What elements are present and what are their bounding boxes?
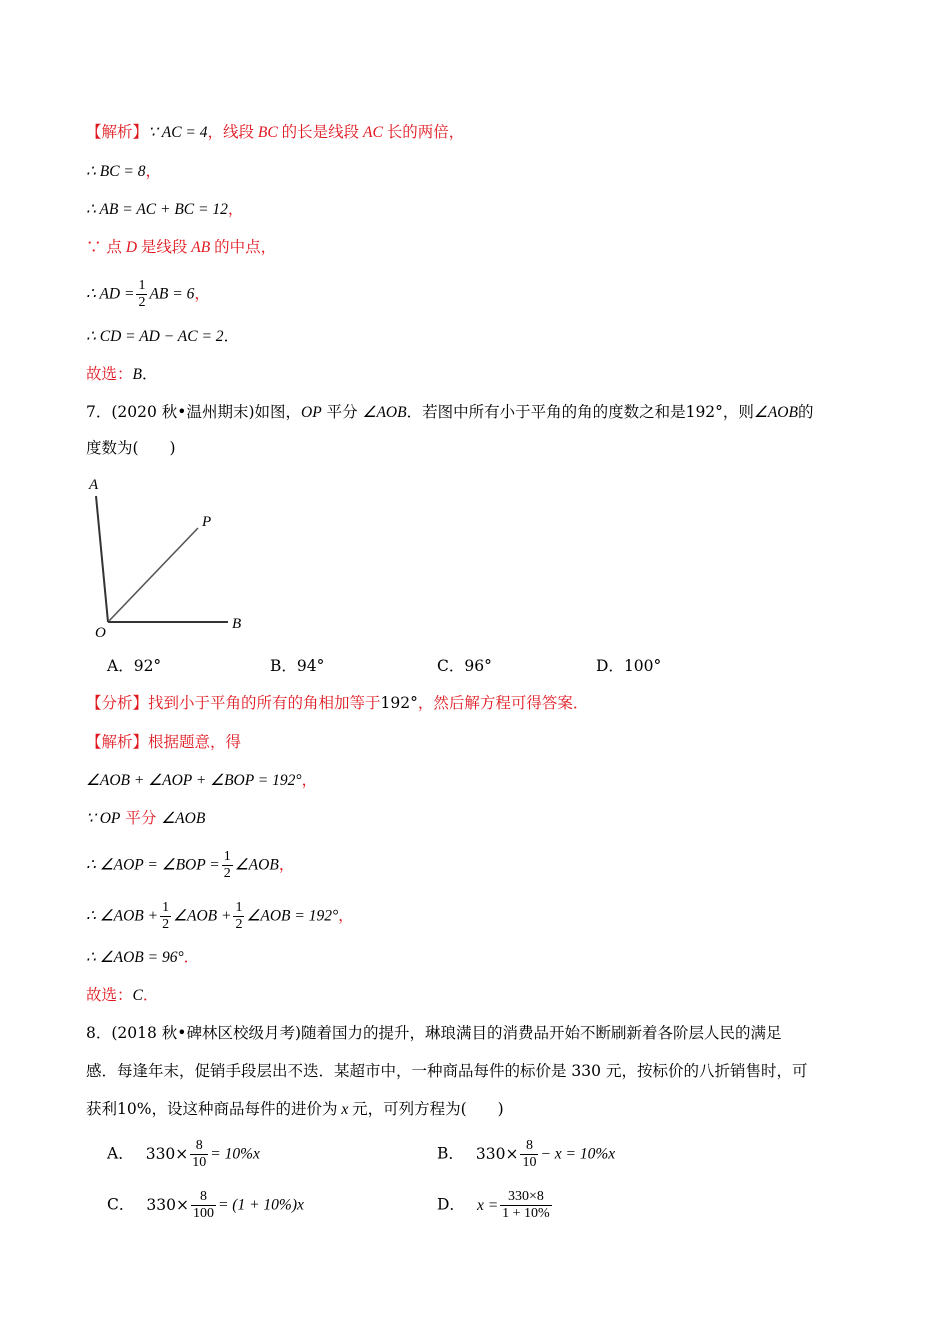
fraction-half: $\frac{1}{2}$ (138, 278, 146, 310)
q7-solution-line-3: ∴ ∠AOP = ∠BOP = $\frac{1}{2}$ ∠AOB， (86, 849, 295, 881)
q7-stem-line-2: 度数为( ) (86, 439, 176, 457)
s1-line-1: 【解析】∵ AC = 4，线段 BC 的长是线段 AC 长的两倍， (86, 123, 465, 141)
s1-line-4: ∵ 点 D 是线段 AB 的中点， (86, 238, 277, 256)
q8-stem-line-3: 获利10%，设这种商品每件的进价为 x 元，可列方程为( ) (86, 1100, 504, 1118)
q7-option-d[interactable]: D．100° (596, 657, 662, 675)
q7-solution-intro: 【解析】根据题意，得 (86, 733, 242, 751)
label-b: B (232, 616, 242, 632)
q7-option-a[interactable]: A．92° (107, 657, 162, 675)
s1-line-2: ∴ BC = 8， (86, 162, 162, 180)
ray-op (108, 528, 198, 622)
q8-option-c[interactable]: C． 330× $\frac{8}{100}$ = (1 + 10%)x (107, 1189, 304, 1221)
q7-stem-line-1: 7．(2020 秋•温州期末)如图，OP 平分 ∠AOB．若图中所有小于平角的角的度数之和是192°，则∠AOB的 (86, 403, 814, 421)
q7-source: (2020 秋•温州期末) (111, 403, 255, 421)
label-o: O (95, 625, 106, 641)
q8-source: (2018 秋•碑林区校级月考) (111, 1024, 301, 1042)
q8-option-b[interactable]: B． 330× $\frac{8}{10}$ − x = 10%x (437, 1138, 616, 1170)
q7-angle-figure (80, 470, 260, 645)
label-p: P (202, 514, 212, 530)
q7-answer: 故选：C． (86, 986, 159, 1004)
q7-option-b[interactable]: B．94° (270, 657, 325, 675)
q7-solution-line-4: ∴ ∠AOB + $\frac{1}{2}$ ∠AOB + $\frac{1}{2}$ ∠AOB = 192°， (86, 900, 354, 932)
s1-line-6: ∴ CD = AD − AC = 2． (86, 327, 240, 345)
ray-oa (96, 496, 108, 622)
label-a: A (89, 477, 99, 493)
s1-line-3: ∴ AB = AC + BC = 12， (86, 200, 244, 218)
q8-stem-line-2: 感．每逢年末，促销手段层出不迭．某超市中，一种商品每件的标价是 330 元，按标价的八折销售时，可 (86, 1062, 808, 1080)
q7-solution-line-1: ∠AOB + ∠AOP + ∠BOP = 192°， (86, 771, 318, 789)
q7-analysis: 【分析】找到小于平角的所有的角相加等于192°，然后解方程可得答案． (86, 694, 589, 712)
q7-solution-line-2: ∵ OP 平分 ∠AOB (86, 809, 206, 827)
q8-option-a[interactable]: A． 330× $\frac{8}{10}$ = 10%x (107, 1138, 260, 1170)
s1-answer: 故选：B． (86, 365, 158, 383)
analysis-tag: 【解析】 (86, 123, 149, 141)
q7-option-c[interactable]: C．96° (437, 657, 492, 675)
q7-solution-line-5: ∴ ∠AOB = 96°． (86, 948, 200, 966)
s1-line-5: ∴ AD = $\frac{1}{2}$ AB = 6， (86, 278, 210, 310)
q8-option-d[interactable]: D． x = $\frac{330\times 8}{1 + 10\%}$ (437, 1189, 550, 1221)
q8-stem-line-1: 8．(2018 秋•碑林区校级月考)随着国力的提升，琳琅满目的消费品开始不断刷新着各阶层人民的满足 (86, 1024, 782, 1042)
